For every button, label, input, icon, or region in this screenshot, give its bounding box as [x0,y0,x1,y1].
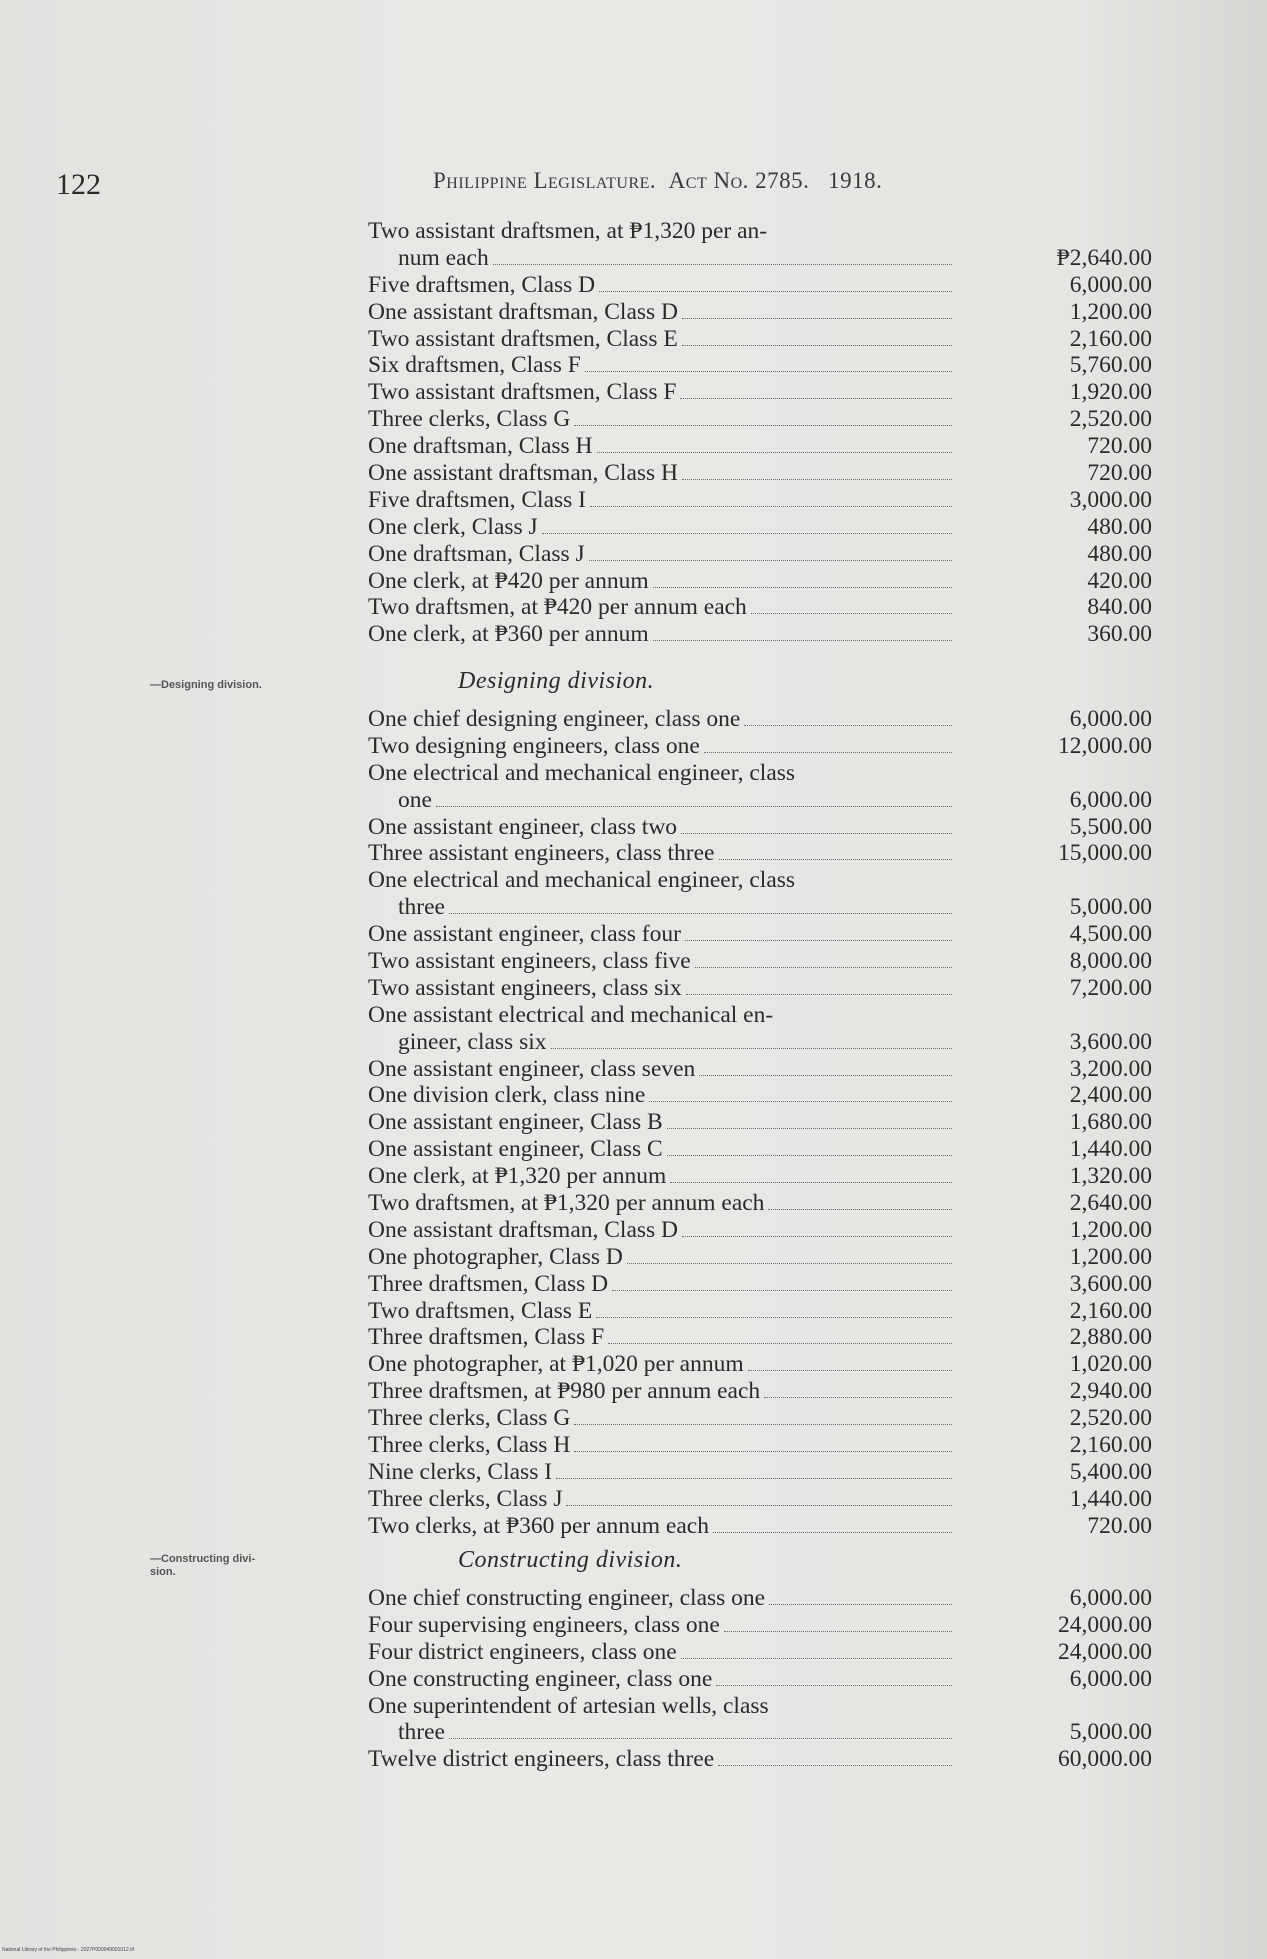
item-label: One draftsman, Class H [368,433,593,460]
item-amount: 3,200.00 [1069,1055,1152,1082]
table-row [368,840,1152,867]
dot-leader [682,477,952,480]
item-amount: 7,200.00 [1069,974,1152,1001]
item-amount: 2,160.00 [1069,325,1152,352]
item-amount: 2,940.00 [1069,1378,1152,1405]
dot-leader [589,558,952,561]
table-row [368,433,1152,460]
table-row [368,1639,1152,1666]
table-row [368,1693,1152,1720]
table-row [368,379,1152,406]
item-label: One electrical and mechanical engineer, class [368,867,796,894]
item-amount: 6,000.00 [1069,786,1152,813]
dot-leader [769,1602,952,1605]
table-row [368,272,1152,299]
item-label: Two assistant engineers, class six [368,974,682,1001]
dot-leader [590,504,952,507]
item-amount: 1,200.00 [1069,298,1152,325]
table-row [368,460,1152,487]
item-amount: 24,000.00 [1058,1638,1152,1665]
item-amount: 60,000.00 [1058,1746,1152,1773]
table-row [368,733,1152,760]
item-label: Three draftsmen, Class D [368,1270,609,1297]
table-row [368,1109,1152,1136]
item-label: Nine clerks, Class I [368,1458,553,1485]
item-amount: 6,000.00 [1069,1665,1152,1692]
running-head-year: 1918. [828,168,883,193]
dot-leader [597,450,952,453]
dot-leader [682,1234,952,1237]
appropriation-list-designing [368,706,1152,1540]
item-amount: 1,200.00 [1069,1243,1152,1270]
running-head-act: Act No. 2785. [668,168,810,193]
table-row [368,1244,1152,1271]
dot-leader [718,1763,952,1766]
item-amount: 5,400.00 [1069,1458,1152,1485]
running-head [433,168,882,194]
dot-leader [599,289,952,292]
dot-leader [574,1449,952,1452]
dot-leader [704,750,952,753]
item-label: One division clerk, class nine [368,1082,646,1109]
table-row [368,867,1152,894]
table-row [368,1298,1152,1325]
table-row [368,1486,1152,1513]
item-amount: 5,760.00 [1069,352,1152,379]
item-amount: 720.00 [1087,460,1152,487]
table-row [368,1029,1152,1056]
margin-note-constructing-line2: sion. [150,1566,176,1578]
table-row [368,1746,1152,1773]
dot-leader [649,1099,952,1102]
table-row [368,1405,1152,1432]
item-label: One clerk, Class J [368,513,538,540]
item-label: One assistant engineer, Class C [368,1136,663,1163]
dot-leader [682,343,952,346]
item-amount: ₱2,640.00 [1056,244,1152,271]
table-row [368,706,1152,733]
item-amount: 5,000.00 [1069,894,1152,921]
dot-leader [596,1315,952,1318]
item-amount: 2,640.00 [1069,1190,1152,1217]
item-amount: 6,000.00 [1069,1585,1152,1611]
item-label: Two assistant engineers, class five [368,948,691,975]
item-label: One assistant engineer, class seven [368,1055,696,1082]
item-amount: 1,020.00 [1069,1351,1152,1378]
table-row [368,948,1152,975]
heading-constructing-division: Constructing division. [458,1547,683,1573]
item-amount: 3,600.00 [1069,1270,1152,1297]
dot-leader [449,911,952,914]
item-label: Five draftsmen, Class D [368,271,596,298]
scan-footer: National Library of the Philippines · 2027P000049001012.tif [2,1947,135,1953]
dot-leader [551,1046,952,1049]
dot-leader [667,1126,952,1129]
table-row [368,1432,1152,1459]
heading-designing-division: Designing division. [458,668,655,694]
table-row [368,975,1152,1002]
item-label: One superintendent of artesian wells, class [368,1692,769,1719]
item-label: One assistant electrical and mechanical en- [368,1001,774,1028]
table-row [368,1324,1152,1351]
table-row [368,1190,1152,1217]
item-amount: 480.00 [1087,513,1152,540]
item-amount: 3,600.00 [1069,1028,1152,1055]
item-label: Two clerks, at ₱360 per annum each [368,1512,709,1539]
item-label: One photographer, Class D [368,1243,623,1270]
item-label: One assistant engineer, class four [368,921,681,948]
item-label: One clerk, at ₱360 per annum [368,621,649,648]
dot-leader [724,1629,952,1632]
margin-note-constructing [150,1553,255,1579]
dot-leader [556,1476,952,1479]
item-label: One draftsman, Class J [368,540,585,567]
dot-leader [695,965,952,968]
table-row [368,1666,1152,1693]
table-row [368,1513,1152,1540]
table-row [368,487,1152,514]
margin-note-constructing-line1: —Constructing divi- [150,1553,256,1565]
table-row [368,621,1152,648]
dot-leader [585,369,952,372]
dot-leader [764,1395,952,1398]
table-row [368,406,1152,433]
item-amount: 8,000.00 [1069,948,1152,975]
page-number: 122 [56,168,101,201]
item-label: num each [398,244,489,271]
dot-leader [748,1368,952,1371]
table-row [368,1612,1152,1639]
item-amount: 1,200.00 [1069,1216,1152,1243]
table-row [368,218,1152,245]
table-row [368,1082,1152,1109]
dot-leader [685,938,952,941]
item-amount: 480.00 [1087,540,1152,567]
item-label: One assistant draftsman, Class H [368,460,679,487]
dot-leader [751,611,952,614]
running-head-title: Philippine Legislature. [433,168,657,193]
table-row [368,1056,1152,1083]
table-row [368,1378,1152,1405]
dot-leader [574,1422,952,1425]
item-amount: 720.00 [1087,1512,1152,1539]
item-amount: 360.00 [1087,621,1152,648]
item-label: Three clerks, Class H [368,1432,571,1459]
dot-leader [699,1073,952,1076]
dot-leader [680,396,952,399]
table-row [368,921,1152,948]
item-amount: 1,440.00 [1069,1136,1152,1163]
dot-leader [670,1180,952,1183]
item-amount: 2,160.00 [1069,1432,1152,1459]
item-label: Three clerks, Class G [368,1405,571,1432]
dot-leader [612,1288,952,1291]
item-amount: 5,500.00 [1069,813,1152,840]
table-row [368,1002,1152,1029]
dot-leader [653,638,952,641]
item-amount: 1,680.00 [1069,1109,1152,1136]
dot-leader [627,1261,952,1264]
item-label: Two draftsmen, at ₱1,320 per annum each [368,1190,765,1217]
dot-leader [682,316,952,319]
item-amount: 6,000.00 [1069,271,1152,298]
dot-leader [493,262,952,265]
item-label: One assistant draftsman, Class D [368,298,679,325]
dot-leader [686,992,952,995]
item-label: Four district engineers, class one [368,1638,677,1665]
table-row [368,1719,1152,1746]
dot-leader [542,531,952,534]
item-label: Four supervising engineers, class one [368,1611,720,1638]
item-amount: 12,000.00 [1058,732,1152,759]
item-label: Two assistant draftsmen, at ₱1,320 per an- [368,218,768,244]
item-amount: 840.00 [1087,594,1152,621]
dot-leader [436,804,952,807]
item-label: three [398,894,445,921]
item-label: one [398,786,432,813]
item-amount: 6,000.00 [1069,706,1152,732]
item-label: One constructing engineer, class one [368,1665,713,1692]
item-amount: 2,520.00 [1069,406,1152,433]
item-amount: 4,500.00 [1069,921,1152,948]
item-label: Three draftsmen, at ₱980 per annum each [368,1378,761,1405]
table-row [368,352,1152,379]
dot-leader [608,1341,952,1344]
table-row [368,1585,1152,1612]
dot-leader [681,831,952,834]
item-label: One clerk, at ₱1,320 per annum [368,1163,667,1190]
item-label: gineer, class six [398,1028,547,1055]
dot-leader [566,1503,952,1506]
item-amount: 2,400.00 [1069,1082,1152,1109]
table-row [368,568,1152,595]
item-label: Two assistant draftsmen, Class F [368,379,677,406]
item-amount: 2,880.00 [1069,1324,1152,1351]
table-row [368,514,1152,541]
item-label: One photographer, at ₱1,020 per annum [368,1351,744,1378]
item-amount: 1,920.00 [1069,379,1152,406]
dot-leader [768,1207,952,1210]
item-label: One assistant engineer, Class B [368,1109,663,1136]
table-row [368,1136,1152,1163]
item-label: One assistant draftsman, Class D [368,1216,679,1243]
item-label: One chief designing engineer, class one [368,706,741,732]
table-row [368,1217,1152,1244]
item-amount: 720.00 [1087,433,1152,460]
dot-leader [449,1736,952,1739]
item-label: One clerk, at ₱420 per annum [368,567,649,594]
item-label: three [398,1719,445,1746]
table-row [368,1163,1152,1190]
item-label: Two designing engineers, class one [368,732,700,759]
dot-leader [744,723,952,726]
table-row [368,894,1152,921]
table-row [368,787,1152,814]
table-row [368,1271,1152,1298]
item-label: Two draftsmen, at ₱420 per annum each [368,594,747,621]
table-row [368,245,1152,272]
dot-leader [667,1153,952,1156]
table-row [368,541,1152,568]
table-row [368,1459,1152,1486]
item-label: Three clerks, Class G [368,406,571,433]
dot-leader [574,423,952,426]
dot-leader [716,1683,952,1686]
table-row [368,326,1152,353]
table-row [368,299,1152,326]
appropriation-list-constructing [368,1585,1152,1773]
dot-leader [719,857,952,860]
item-amount: 2,160.00 [1069,1297,1152,1324]
table-row [368,1351,1152,1378]
dot-leader [713,1530,952,1533]
item-label: One electrical and mechanical engineer, class [368,759,796,786]
item-amount: 1,440.00 [1069,1485,1152,1512]
item-amount: 420.00 [1087,567,1152,594]
item-label: Two draftsmen, Class E [368,1297,593,1324]
item-label: Five draftsmen, Class I [368,486,586,513]
table-row [368,594,1152,621]
item-label: One assistant engineer, class two [368,813,678,840]
item-amount: 15,000.00 [1058,840,1152,867]
item-label: Six draftsmen, Class F [368,352,581,379]
item-label: Three assistant engineers, class three [368,840,715,867]
dot-leader [653,585,952,588]
item-label: Twelve district engineers, class three [368,1746,715,1773]
item-label: One chief constructing engineer, class one [368,1585,766,1611]
item-label: Three clerks, Class J [368,1485,563,1512]
item-amount: 3,000.00 [1069,486,1152,513]
table-row [368,814,1152,841]
dot-leader [681,1656,952,1659]
item-amount: 1,320.00 [1069,1163,1152,1190]
table-row [368,760,1152,787]
appropriation-list-drafting [368,218,1152,648]
item-label: Three draftsmen, Class F [368,1324,605,1351]
item-amount: 24,000.00 [1058,1611,1152,1638]
item-label: Two assistant draftsmen, Class E [368,325,678,352]
margin-note-designing: —Designing division. [150,679,262,691]
item-amount: 2,520.00 [1069,1405,1152,1432]
item-amount: 5,000.00 [1069,1719,1152,1746]
